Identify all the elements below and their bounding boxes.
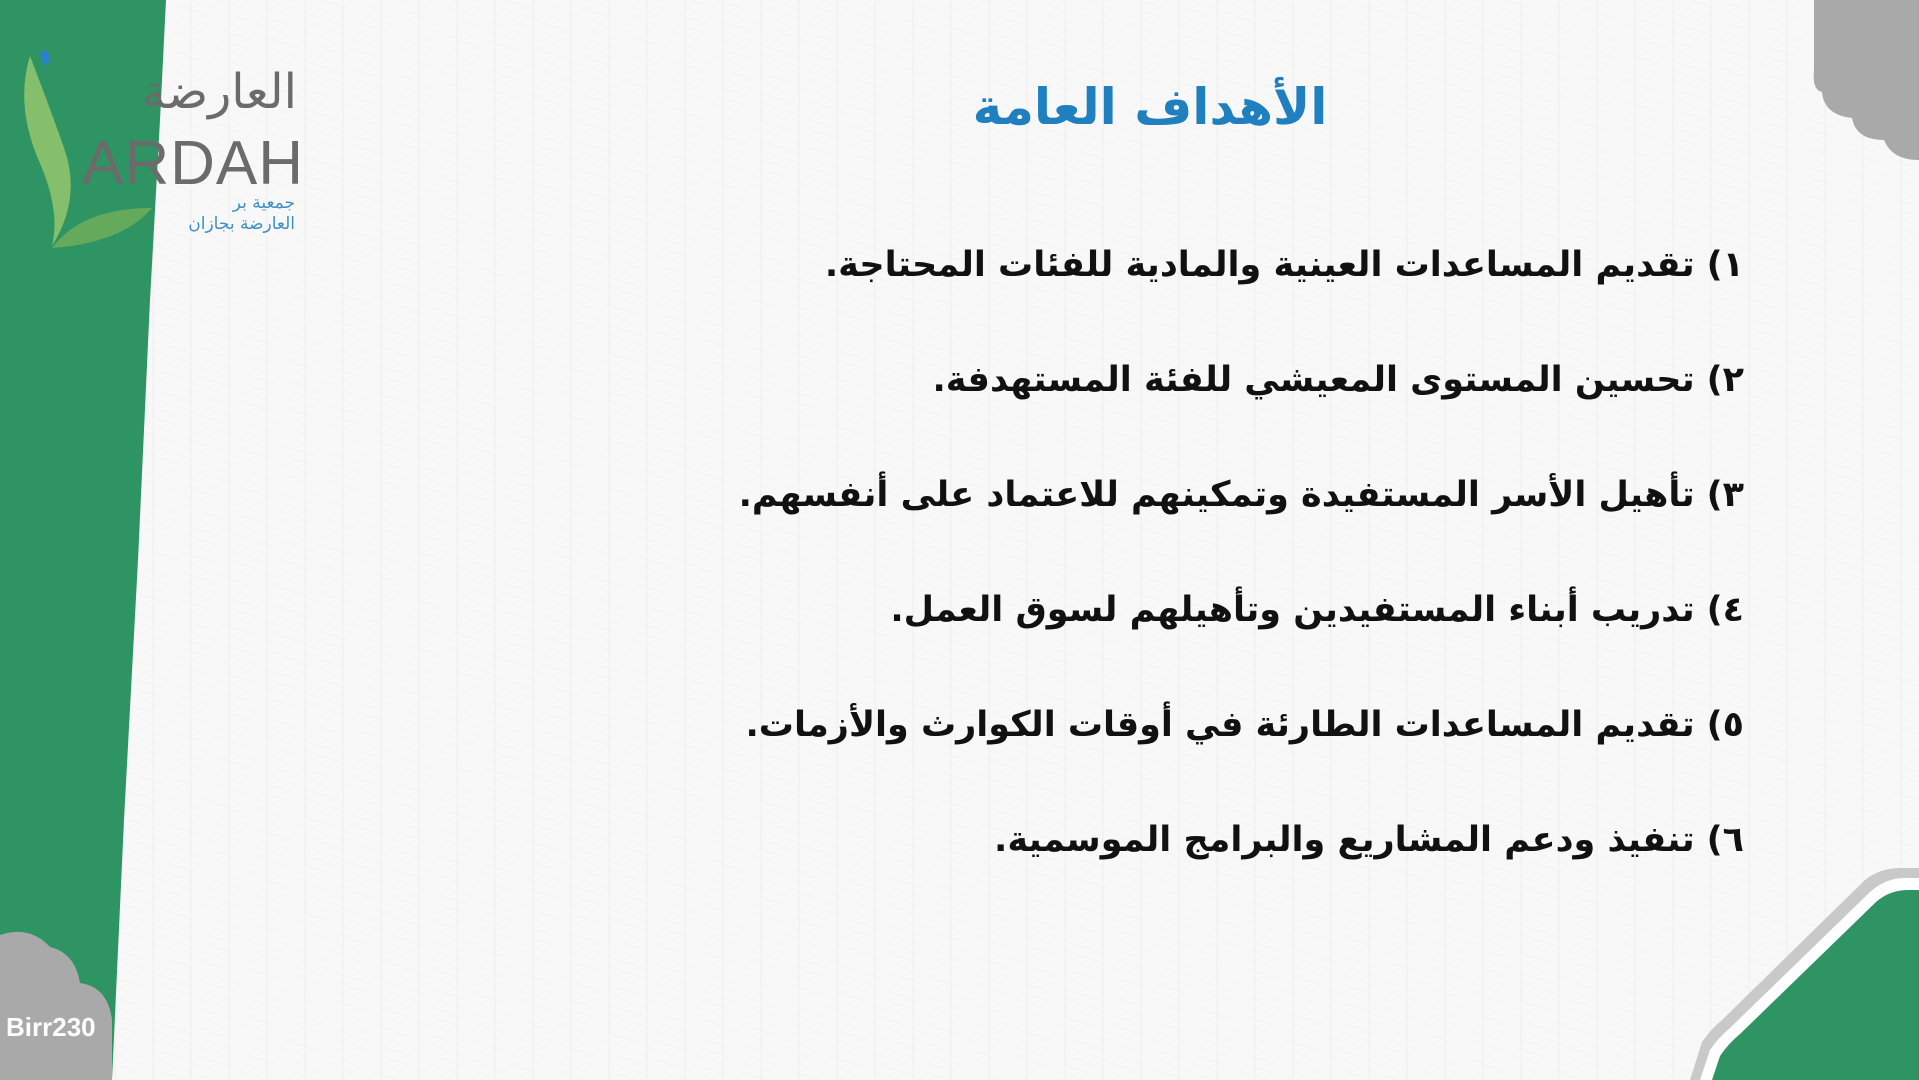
goal-number: ٢) <box>1706 360 1744 400</box>
slide-title: الأهداف العامة <box>972 78 1328 136</box>
bottom-left-cloud-shape <box>0 925 120 1080</box>
goal-item <box>744 351 1744 466</box>
goal-item <box>744 696 1744 811</box>
goal-text: تقديم المساعدات العينية والمادية للفئات المحتاجة. <box>824 245 1695 285</box>
goal-number: ١) <box>1706 245 1744 285</box>
goal-text: تدريب أبناء المستفيدين وتأهيلهم لسوق العمل. <box>890 590 1695 630</box>
goal-text: تحسين المستوى المعيشي للفئة المستهدفة. <box>932 360 1695 400</box>
top-right-cloud-shape <box>1812 0 1919 160</box>
logo-subtitle-line2: العارضة بجازان <box>188 214 295 234</box>
goal-number: ٦) <box>1706 820 1744 860</box>
goals-list <box>738 236 1744 926</box>
goal-number: ٤) <box>1706 590 1744 630</box>
slide-code-label: Birr230 <box>6 1012 96 1042</box>
goal-item <box>738 466 1744 581</box>
logo-english-name: ARDAH <box>82 129 305 198</box>
goal-text: تنفيذ ودعم المشاريع والبرامج الموسمية. <box>994 820 1695 860</box>
goal-item <box>744 581 1744 696</box>
goal-number: ٥) <box>1706 705 1744 745</box>
goal-text: تأهيل الأسر المستفيدة وتمكينهم للاعتماد على أنفسهم. <box>738 475 1695 515</box>
goal-number: ٣) <box>1706 475 1744 515</box>
goal-item <box>744 811 1744 926</box>
goal-item <box>744 236 1744 351</box>
logo-subtitle-line1: جمعية بر <box>232 193 295 213</box>
logo-arabic-name: العارضة <box>141 64 297 120</box>
goal-text: تقديم المساعدات الطارئة في أوقات الكوارث والأزمات. <box>745 705 1695 745</box>
